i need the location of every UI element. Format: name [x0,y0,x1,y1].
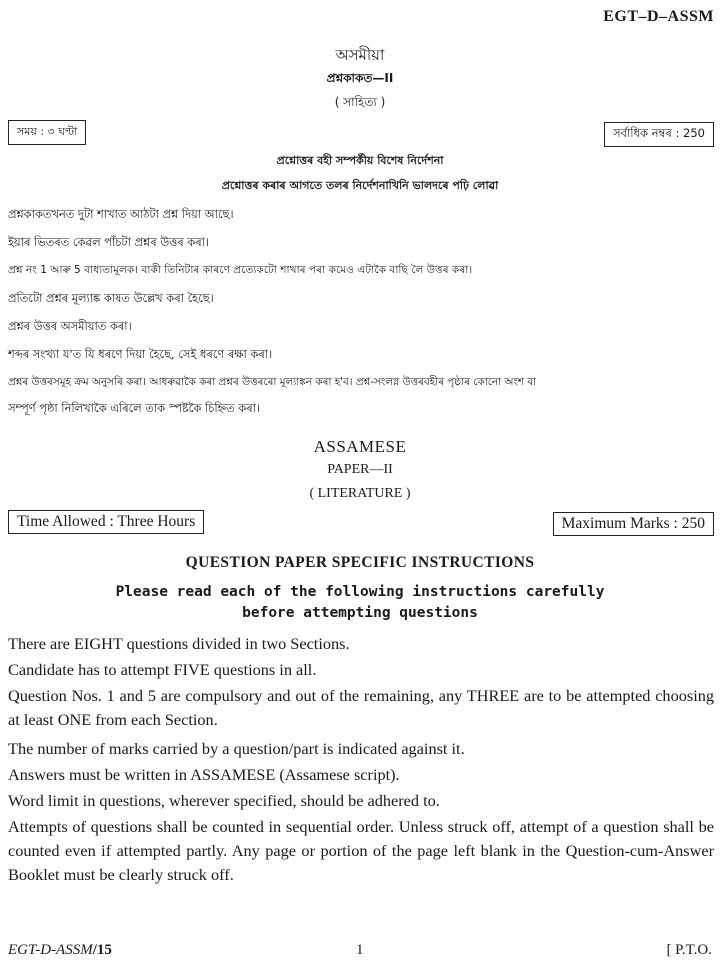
english-title: ASSAMESE [313,437,407,456]
assamese-instruction: প্ৰশ্ন নং 1 আৰু 5 বাধ্যতামূলক। বাকী তিনিটাৰ কাৰণে প্ৰত্যেকটো শাখাৰ পৰা কমেও এটাকৈ বাছি লৈ উত্তৰ কৰা। [8,264,473,276]
english-instruction: Answers must be written in ASSAMESE (Assamese script). [8,765,400,784]
paper-code: EGT–D–ASSM [603,8,714,25]
footer-code-text: EGT-D-ASSM [8,942,93,958]
assamese-instruction: শব্দৰ সংখ্যা য'ত যি ধৰণে দিয়া হৈছে, সেই ধৰণে ৰক্ষা কৰা। [8,347,273,361]
english-instruction: There are EIGHT questions divided in two Sections. [8,634,350,653]
english-heading-1: QUESTION PAPER SPECIFIC INSTRUCTIONS [185,554,535,571]
english-paper: PAPER—II [327,462,393,477]
page-number: 1 [356,942,364,958]
assamese-time-box: সময় : ৩ ঘণ্টা [8,120,86,145]
assamese-title: অসমীয়া [335,46,385,64]
assamese-instruction: প্ৰতিটো প্ৰশ্নৰ মূল্যাঙ্ক কাষত উল্লেখ কৰা হৈছে। [8,291,214,305]
english-heading-2: Please read each of the following instructions carefully [115,584,605,600]
english-time-box: Time Allowed : Three Hours [8,510,204,534]
english-heading-3: before attempting questions [242,605,478,621]
assamese-heading-1: প্ৰশ্নোত্তৰ বহী সম্পৰ্কীয় বিশেষ নিৰ্দেশনা [276,154,444,167]
assamese-instruction: প্ৰশ্নকাকতখনত দুটা শাখাত আঠটা প্ৰশ্ন দিয়া আছে। [8,207,234,221]
english-instruction: Word limit in questions, wherever specified, should be adhered to. [8,791,440,810]
assamese-paper: প্ৰশ্নকাকত—II [326,71,394,85]
english-instruction: Question Nos. 1 and 5 are compulsory and out of the remaining, any THREE are to be attempted choosing at least ONE from each Section. [8,686,714,729]
english-subject: ( LITERATURE ) [309,486,411,501]
footer-code-suffix: /15 [92,942,112,958]
footer-code [8,942,112,959]
english-instruction: Attempts of questions shall be counted in sequential order. Unless struck off, attempt of a question shall be counted even if attempted partly. Any page or portion of the page left blank in the Question-cum-Answer Booklet must be clearly struck off. [8,817,714,884]
assamese-instruction: ইয়াৰ ভিতৰত কেৱল পাঁচটা প্ৰশ্নৰ উত্তৰ কৰা। [8,235,210,249]
assamese-subject: ( সাহিত্য ) [334,95,386,109]
assamese-instruction: প্ৰশ্নৰ উত্তৰ অসমীয়াত কৰা। [8,319,132,333]
assamese-instruction: সম্পূৰ্ণ পৃষ্ঠা নিলিখাকৈ এৰিলে তাক স্পষ্টকৈ চিহ্নিত কৰা। [8,401,261,415]
english-marks-box: Maximum Marks : 250 [553,512,714,536]
english-instruction: Candidate has to attempt FIVE questions in all. [8,660,317,679]
assamese-marks-box: সৰ্বাধিক নম্বৰ : 250 [604,122,714,147]
assamese-instruction: প্ৰশ্নৰ উত্তৰসমূহ ক্ৰম অনুসৰি কৰা। আধৰুৱাকৈ কৰা প্ৰশ্নৰ উত্তৰৰো মূল্যাঙ্কন কৰা হ'ব। প্ৰশ্ন-সংলগ্ন উত্তৰবহীৰ পৃষ্ঠাৰ কোনো অংশ বা [8,376,537,388]
assamese-heading-2: প্ৰশ্নোত্তৰ কৰাৰ আগতে তলৰ নিৰ্দেশনাখিনি ভালদৰে পঢ়ি লোৱা [221,179,499,192]
english-instruction: The number of marks carried by a question/part is indicated against it. [8,739,465,758]
pto-label: [ P.T.O. [666,942,712,958]
